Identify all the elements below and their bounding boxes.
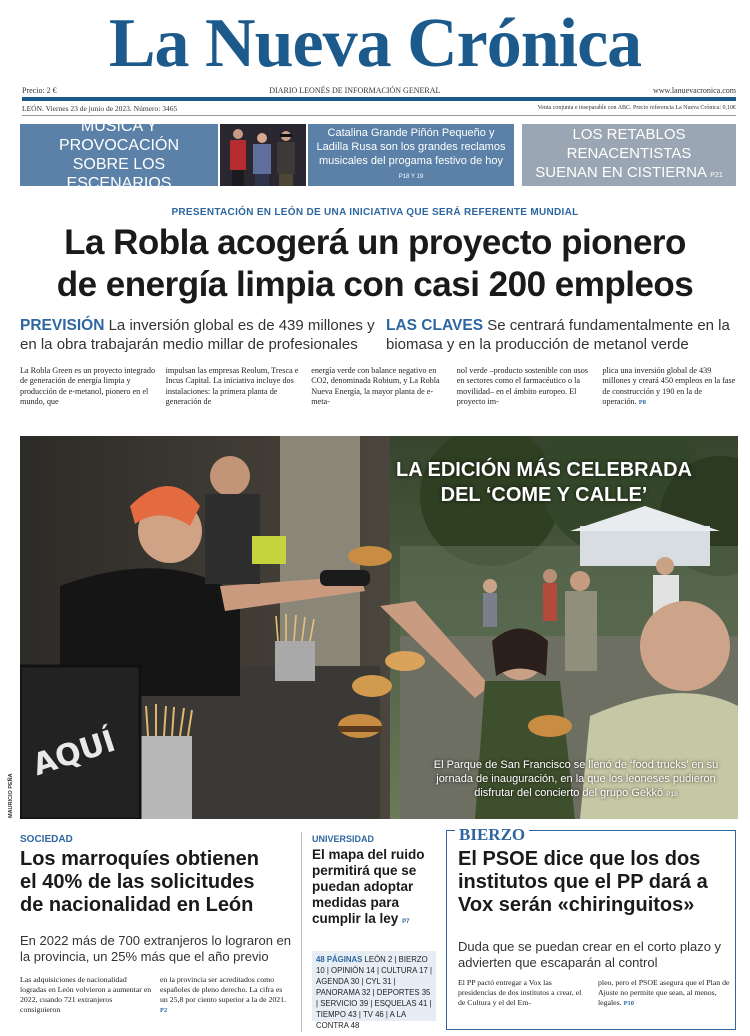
body-column: nol verde –producto sostenible con usos en sectores como el farmacéutico o la movilidad– en el ámbito europeo. El proyecto im- <box>456 366 588 407</box>
index-items: LEÓN 2 | BIERZO 10 | OPINIÓN 14 | CULTURA 17 | AGENDA 30 | CYL 31 | PANORAMA 32 | DEPORTES 35 | SERVICIO 39 | ESQUELAS 41 | TIEMPO 43 | TV 46 | A LA CONTRA 48 <box>316 955 432 1030</box>
lead-kicker: PRESENTACIÓN EN LEÓN DE UNA INICIATIVA QUE SERÁ REFERENTE MUNDIAL <box>171 207 579 218</box>
teaser-line: SOBRE LOS ESCENARIOS <box>66 156 172 192</box>
headline-line: el 40% de las solicitudes <box>20 871 255 893</box>
page-index <box>312 951 436 1030</box>
teaser-festival[interactable] <box>308 124 514 186</box>
section-label-sociedad: SOCIEDAD <box>20 834 73 845</box>
story-body <box>20 975 292 1016</box>
teaser-line: SUENAN EN CISTIERNA <box>535 164 707 181</box>
truck-sign: AQUÍ <box>28 723 120 784</box>
headline-line: El PSOE dice que los dos <box>458 848 701 870</box>
body-column <box>602 366 738 409</box>
main-photo[interactable] <box>20 436 738 819</box>
body-column: energía verde con balance negativo en CO2, denominada Robium, y La Robla Nueva Energía, la mayor planta de e-meta- <box>311 366 440 407</box>
story-body <box>458 978 730 1009</box>
subhead-label: PREVISIÓN <box>20 317 105 334</box>
body-column: El PP pactó entregar a Vox las presidencias de dos institutos a crear, el de Cultura y el del Em- <box>458 978 582 1007</box>
body-text: pleo, pero el PSOE asegura que el Plan de Ajuste no permite que sean, al menos, legales. <box>598 978 730 1007</box>
lead-headline[interactable] <box>0 222 750 306</box>
newspaper-title[interactable]: La Nueva Crónica <box>108 5 642 82</box>
photo-headline-line: DEL ‘COME Y CALLE’ <box>440 484 648 506</box>
body-text: plica una inversión global de 439 millones y creará 450 empleos en la fase de construcción y 190 en la de operación. <box>602 366 736 407</box>
page-ref: P18 Y 19 <box>398 174 424 180</box>
story-headline-psoe[interactable] <box>458 848 728 917</box>
website-link[interactable]: www.lanuevacronica.com <box>653 85 736 95</box>
teaser-line: MÚSICA Y PROVOCACIÓN <box>58 118 179 154</box>
lead-subhead-prevision <box>20 316 376 354</box>
subhead-text: La inversión global es de 439 millones y en la obra trabajarán medio millar de profesionales <box>20 317 375 353</box>
index-pages: 48 PÁGINAS <box>316 955 363 964</box>
body-column: Las adquisiciones de nacionalidad logradas en León volvieron a aumentar en 2022, cuando 721 extranjeros consiguieron <box>20 975 152 1014</box>
page-ref: P18 <box>666 791 678 798</box>
body-column <box>598 978 730 1009</box>
page-ref: P21 <box>710 172 723 179</box>
tagline: DIARIO LEONÉS DE INFORMACIÓN GENERAL <box>269 85 441 95</box>
divider <box>22 115 736 116</box>
section-label-universidad: UNIVERSIDAD <box>312 834 375 844</box>
teaser-line: LOS RETABLOS RENACENTISTAS <box>566 126 692 162</box>
photo-headline <box>364 458 724 508</box>
caption-text: El Parque de San Francisco se llenó de ‘food trucks’ en su jornada de inauguración, en la que los leoneses pudieron disfrutar del concierto del grupo Gekkō <box>433 759 719 799</box>
issue-row <box>22 102 736 114</box>
subhead-text: Se centrará fundamentalmente en la biomasa y en la producción de metanol verde <box>386 317 730 353</box>
lead-body <box>20 366 738 409</box>
story-headline-ruido[interactable] <box>312 847 436 930</box>
page-ref: P7 <box>402 919 410 925</box>
photo-caption <box>426 758 726 802</box>
body-column: impulsan las empresas Reolum, Tresca e Incus Capital. La iniciativa incluye dos instalaciones: la primera planta de generación de <box>165 366 299 407</box>
teaser-retablos[interactable] <box>522 124 736 186</box>
story-headline-marroquies[interactable] <box>20 848 292 917</box>
headline-line: de nacionalidad en León <box>20 894 254 916</box>
body-column: La Robla Green es un proyecto integrado de generación de energía limpia y producción de e-metanol, pionero en el mundo, que <box>20 366 156 407</box>
headline-text: El mapa del ruido permitirá que se puedan adoptar medidas para cumplir la ley <box>312 847 425 926</box>
teaser-text: Catalina Grande Piñón Pequeño y Ladilla Rusa son los grandes reclamos musicales del progama festivo de hoy <box>316 127 506 167</box>
subhead-label: LAS CLAVES <box>386 317 484 334</box>
photo-headline-line: LA EDICIÓN MÁS CELEBRADA <box>396 459 692 481</box>
story-subhead: En 2022 más de 700 extranjeros lo lograron en la provincia, un 25% más que el año previo <box>20 933 292 964</box>
body-text: en la provincia ser acreditados como españoles de pleno derecho. La cifra es un 25,8 por ciento superior a la de 2021. <box>160 975 287 1004</box>
headline-line: de energía limpia con casi 200 empleos <box>56 265 694 304</box>
story-subhead: Duda que se puedan crear en el corto plazo y advierten que escaparán al control <box>458 939 722 970</box>
band-photo-image <box>220 124 306 186</box>
teaser-band-photo[interactable] <box>220 124 306 186</box>
page-ref: P8 <box>638 399 646 407</box>
headline-line: institutos que el PP dará a <box>458 871 708 893</box>
page-ref: P2 <box>160 1007 168 1014</box>
masthead-info-row <box>22 84 736 96</box>
masthead-rule <box>22 97 736 101</box>
column-divider <box>301 832 302 1032</box>
price: Precio: 2 € <box>22 85 57 95</box>
lead-subhead-claves <box>386 316 738 354</box>
headline-line: Los marroquíes obtienen <box>20 848 259 870</box>
issue-date: LEÓN. Viernes 23 de junio de 2023. Número: 3465 <box>22 103 178 113</box>
masthead <box>0 4 750 84</box>
headline-line: Vox serán «chiringuitos» <box>458 894 695 916</box>
bundle-note: Venta conjunta e inseparable con ABC. Precio referencia La Nueva Crónica: 0,10€ <box>537 105 736 111</box>
section-label-bierzo: BIERZO <box>455 825 529 845</box>
page-ref: P10 <box>623 1000 635 1007</box>
headline-line: La Robla acogerá un proyecto pionero <box>64 223 686 262</box>
teaser-music[interactable] <box>20 118 218 192</box>
body-column <box>160 975 292 1016</box>
photo-credit: MAURICIO PEÑA <box>8 773 14 818</box>
